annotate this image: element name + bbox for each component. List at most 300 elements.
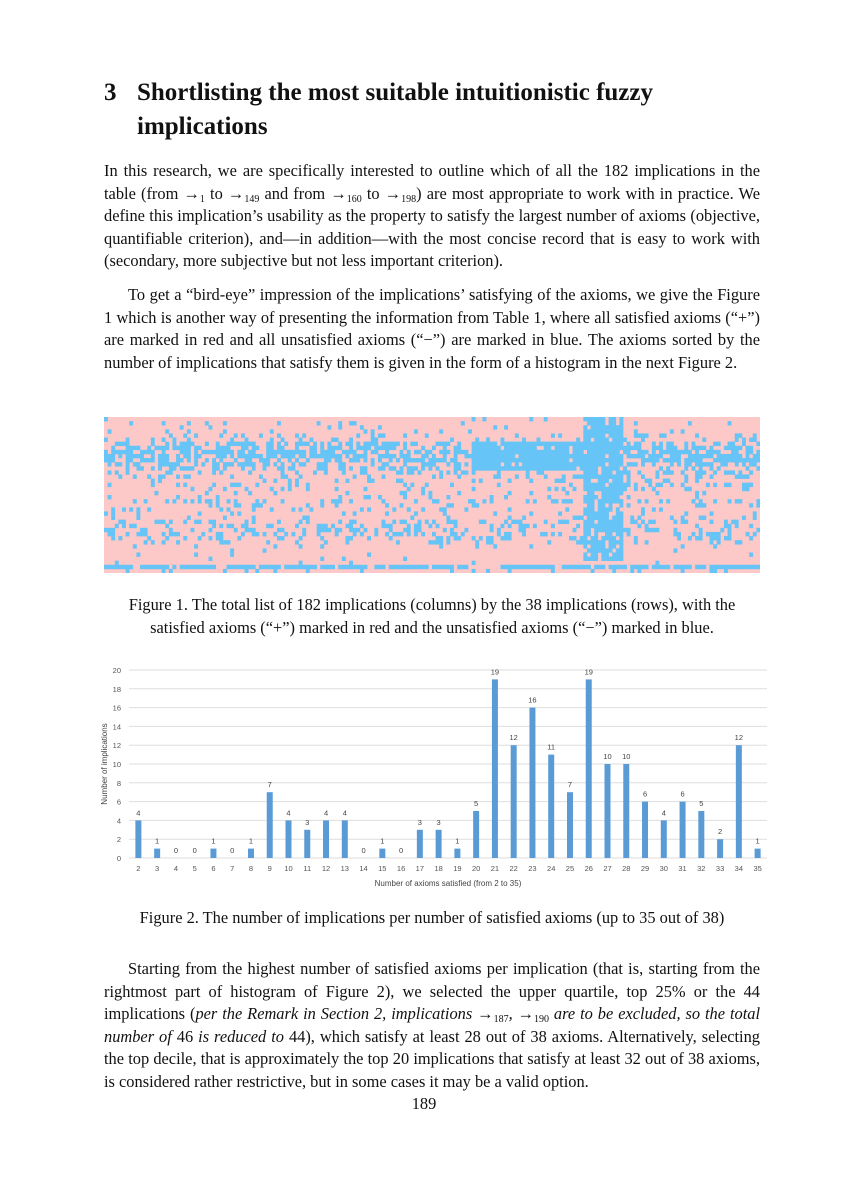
heatmap-cell-unsatisfied bbox=[194, 544, 198, 548]
heatmap-cell-unsatisfied bbox=[403, 520, 407, 524]
heatmap-cell-unsatisfied bbox=[713, 565, 717, 569]
heatmap-cell-unsatisfied bbox=[616, 458, 620, 462]
heatmap-cell-unsatisfied bbox=[659, 433, 663, 437]
heatmap-cell-unsatisfied bbox=[118, 462, 122, 466]
heatmap-cell-unsatisfied bbox=[609, 454, 613, 458]
heatmap-cell-unsatisfied bbox=[115, 450, 119, 454]
heatmap-cell-unsatisfied bbox=[421, 446, 425, 450]
heatmap-cell-unsatisfied bbox=[591, 462, 595, 466]
heatmap-cell-unsatisfied bbox=[147, 536, 151, 540]
heatmap-cell-unsatisfied bbox=[295, 450, 299, 454]
heatmap-cell-unsatisfied bbox=[443, 442, 447, 446]
heatmap-cell-unsatisfied bbox=[436, 536, 440, 540]
text-run: to → bbox=[361, 183, 402, 203]
heatmap-cell-unsatisfied bbox=[583, 429, 587, 433]
heatmap-cell-unsatisfied bbox=[320, 454, 324, 458]
heatmap-cell-unsatisfied bbox=[652, 565, 656, 569]
x-tick-label: 34 bbox=[734, 864, 744, 873]
heatmap-cell-unsatisfied bbox=[158, 474, 162, 478]
heatmap-cell-unsatisfied bbox=[746, 466, 750, 470]
heatmap-cell-unsatisfied bbox=[209, 503, 213, 507]
heatmap-cell-unsatisfied bbox=[396, 458, 400, 462]
heatmap-cell-unsatisfied bbox=[327, 425, 331, 429]
heatmap-cell-unsatisfied bbox=[601, 474, 605, 478]
heatmap-cell-unsatisfied bbox=[598, 503, 602, 507]
heatmap-cell-unsatisfied bbox=[562, 458, 566, 462]
heatmap-cell-unsatisfied bbox=[104, 565, 108, 569]
x-tick-label: 22 bbox=[509, 864, 518, 873]
heatmap-cell-unsatisfied bbox=[522, 565, 526, 569]
heatmap-cell-unsatisfied bbox=[353, 474, 357, 478]
heatmap-cell-unsatisfied bbox=[205, 421, 209, 425]
heatmap-cell-unsatisfied bbox=[738, 446, 742, 450]
text-run: ) are most appropriate to work with in practice. We define this implication’s usability as the property to satisfy the largest number of axioms (objective, quantifiable criterion), and—in addition—with the most concise record that is easy to work with (secondary, more subjective but not less important criterion). bbox=[104, 183, 760, 271]
heatmap-cell-unsatisfied bbox=[172, 446, 176, 450]
bar-value-label: 10 bbox=[603, 752, 612, 761]
heatmap-cell-unsatisfied bbox=[609, 491, 613, 495]
heatmap-cell-unsatisfied bbox=[616, 532, 620, 536]
heatmap-cell-unsatisfied bbox=[320, 446, 324, 450]
heatmap-cell-unsatisfied bbox=[583, 536, 587, 540]
heatmap-cell-unsatisfied bbox=[587, 446, 591, 450]
heatmap-cell-unsatisfied bbox=[432, 499, 436, 503]
heatmap-cell-unsatisfied bbox=[360, 524, 364, 528]
heatmap-cell-unsatisfied bbox=[619, 487, 623, 491]
heatmap-cell-unsatisfied bbox=[688, 536, 692, 540]
x-tick-label: 6 bbox=[211, 864, 216, 873]
heatmap-cell-unsatisfied bbox=[472, 561, 476, 565]
heatmap-cell-unsatisfied bbox=[728, 458, 732, 462]
heatmap-cell-unsatisfied bbox=[472, 458, 476, 462]
heatmap-cell-unsatisfied bbox=[108, 565, 112, 569]
heatmap-cell-unsatisfied bbox=[580, 466, 584, 470]
heatmap-cell-unsatisfied bbox=[136, 507, 140, 511]
heatmap-cell-unsatisfied bbox=[245, 528, 249, 532]
heatmap-cell-unsatisfied bbox=[645, 479, 649, 483]
heatmap-cell-unsatisfied bbox=[587, 532, 591, 536]
heatmap-cell-unsatisfied bbox=[479, 520, 483, 524]
heatmap-cell-unsatisfied bbox=[248, 442, 252, 446]
heatmap-cell-unsatisfied bbox=[692, 466, 696, 470]
heatmap-cell-unsatisfied bbox=[353, 450, 357, 454]
heatmap-cell-unsatisfied bbox=[609, 520, 613, 524]
heatmap-cell-unsatisfied bbox=[706, 454, 710, 458]
heatmap-cell-unsatisfied bbox=[684, 511, 688, 515]
heatmap-cell-unsatisfied bbox=[529, 454, 533, 458]
heatmap-cell-unsatisfied bbox=[259, 433, 263, 437]
heatmap-cell-unsatisfied bbox=[324, 524, 328, 528]
heatmap-cell-unsatisfied bbox=[443, 458, 447, 462]
heatmap-cell-unsatisfied bbox=[277, 421, 281, 425]
heatmap-cell-unsatisfied bbox=[623, 438, 627, 442]
heatmap-cell-unsatisfied bbox=[497, 458, 501, 462]
heatmap-cell-unsatisfied bbox=[432, 474, 436, 478]
heatmap-cell-unsatisfied bbox=[299, 442, 303, 446]
heatmap-cell-unsatisfied bbox=[162, 438, 166, 442]
y-tick-label: 0 bbox=[116, 854, 121, 863]
heatmap-cell-unsatisfied bbox=[612, 552, 616, 556]
heatmap-cell-unsatisfied bbox=[378, 425, 382, 429]
heatmap-cell-unsatisfied bbox=[183, 450, 187, 454]
heatmap-cell-unsatisfied bbox=[454, 458, 458, 462]
heatmap-cell-unsatisfied bbox=[241, 462, 245, 466]
heatmap-cell-unsatisfied bbox=[331, 446, 335, 450]
heatmap-cell-unsatisfied bbox=[439, 442, 443, 446]
heatmap-cell-unsatisfied bbox=[706, 532, 710, 536]
heatmap-cell-unsatisfied bbox=[673, 532, 677, 536]
heatmap-cell-unsatisfied bbox=[418, 565, 422, 569]
heatmap-cell-unsatisfied bbox=[360, 454, 364, 458]
heatmap-cell-unsatisfied bbox=[609, 524, 613, 528]
heatmap-cell-unsatisfied bbox=[371, 429, 375, 433]
heatmap-cell-unsatisfied bbox=[724, 524, 728, 528]
heatmap-cell-unsatisfied bbox=[605, 450, 609, 454]
heatmap-cell-unsatisfied bbox=[165, 536, 169, 540]
heatmap-cell-unsatisfied bbox=[609, 433, 613, 437]
heatmap-cell-unsatisfied bbox=[493, 442, 497, 446]
bar-value-label: 1 bbox=[755, 836, 760, 846]
heatmap-cell-unsatisfied bbox=[364, 565, 368, 569]
heatmap-cell-unsatisfied bbox=[306, 487, 310, 491]
heatmap-cell-unsatisfied bbox=[335, 458, 339, 462]
heatmap-cell-unsatisfied bbox=[284, 474, 288, 478]
heatmap-cell-unsatisfied bbox=[338, 442, 342, 446]
heatmap-cell-unsatisfied bbox=[544, 458, 548, 462]
heatmap-cell-unsatisfied bbox=[158, 454, 162, 458]
heatmap-cell-unsatisfied bbox=[742, 565, 746, 569]
heatmap-cell-unsatisfied bbox=[508, 491, 512, 495]
x-tick-label: 4 bbox=[173, 864, 178, 873]
heatmap-cell-unsatisfied bbox=[742, 474, 746, 478]
heatmap-cell-unsatisfied bbox=[619, 425, 623, 429]
heatmap-cell-unsatisfied bbox=[219, 540, 223, 544]
heatmap-cell-unsatisfied bbox=[392, 454, 396, 458]
heatmap-cell-unsatisfied bbox=[519, 565, 523, 569]
heatmap-cell-unsatisfied bbox=[144, 458, 148, 462]
heatmap-cell-unsatisfied bbox=[692, 532, 696, 536]
heatmap-cell-unsatisfied bbox=[270, 507, 274, 511]
heatmap-cell-unsatisfied bbox=[605, 470, 609, 474]
heatmap-cell-unsatisfied bbox=[699, 474, 703, 478]
heatmap-cell-unsatisfied bbox=[670, 516, 674, 520]
heatmap-cell-unsatisfied bbox=[439, 544, 443, 548]
paragraph-selection bbox=[104, 958, 760, 1094]
histogram-bar bbox=[717, 839, 723, 858]
heatmap-cell-unsatisfied bbox=[699, 470, 703, 474]
heatmap-cell-unsatisfied bbox=[486, 450, 490, 454]
heatmap-cell-unsatisfied bbox=[616, 557, 620, 561]
heatmap-cell-unsatisfied bbox=[284, 565, 288, 569]
heatmap-cell-unsatisfied bbox=[648, 454, 652, 458]
heatmap-cell-unsatisfied bbox=[526, 462, 530, 466]
x-tick-label: 16 bbox=[396, 864, 406, 873]
heatmap-cell-unsatisfied bbox=[108, 458, 112, 462]
subscript: 160 bbox=[346, 193, 362, 205]
heatmap-cell-unsatisfied bbox=[508, 524, 512, 528]
heatmap-cell-unsatisfied bbox=[735, 462, 739, 466]
heatmap-cell-unsatisfied bbox=[544, 417, 548, 421]
paragraph-intro bbox=[104, 160, 760, 273]
heatmap-cell-unsatisfied bbox=[259, 454, 263, 458]
heatmap-cell-unsatisfied bbox=[544, 474, 548, 478]
heatmap-cell-unsatisfied bbox=[713, 532, 717, 536]
heatmap-cell-unsatisfied bbox=[277, 536, 281, 540]
heatmap-cell-unsatisfied bbox=[414, 511, 418, 515]
heatmap-cell-unsatisfied bbox=[295, 458, 299, 462]
heatmap-cell-unsatisfied bbox=[511, 466, 515, 470]
heatmap-cell-unsatisfied bbox=[198, 499, 202, 503]
heatmap-cell-unsatisfied bbox=[742, 442, 746, 446]
heatmap-cell-unsatisfied bbox=[598, 516, 602, 520]
heatmap-cell-unsatisfied bbox=[612, 446, 616, 450]
heatmap-cell-unsatisfied bbox=[183, 499, 187, 503]
heatmap-cell-unsatisfied bbox=[374, 528, 378, 532]
heatmap-cell-unsatisfied bbox=[198, 520, 202, 524]
heatmap-cell-unsatisfied bbox=[655, 561, 659, 565]
heatmap-cell-unsatisfied bbox=[248, 454, 252, 458]
heatmap-cell-unsatisfied bbox=[519, 458, 523, 462]
heatmap-cell-unsatisfied bbox=[724, 569, 728, 573]
heatmap-cell-unsatisfied bbox=[234, 442, 238, 446]
heatmap-cell-unsatisfied bbox=[421, 532, 425, 536]
heatmap-cell-unsatisfied bbox=[468, 499, 472, 503]
heatmap-cell-unsatisfied bbox=[684, 474, 688, 478]
heatmap-cell-unsatisfied bbox=[587, 454, 591, 458]
heatmap-cell-unsatisfied bbox=[180, 425, 184, 429]
heatmap-cell-unsatisfied bbox=[576, 446, 580, 450]
heatmap-cell-unsatisfied bbox=[753, 511, 757, 515]
heatmap-cell-unsatisfied bbox=[533, 462, 537, 466]
heatmap-cell-unsatisfied bbox=[327, 565, 331, 569]
heatmap-cell-unsatisfied bbox=[367, 442, 371, 446]
heatmap-cell-unsatisfied bbox=[695, 536, 699, 540]
heatmap-cell-unsatisfied bbox=[439, 450, 443, 454]
heatmap-cell-unsatisfied bbox=[461, 470, 465, 474]
heatmap-cell-unsatisfied bbox=[270, 442, 274, 446]
heatmap-cell-unsatisfied bbox=[270, 446, 274, 450]
heatmap-cell-unsatisfied bbox=[605, 552, 609, 556]
heatmap-cell-unsatisfied bbox=[630, 446, 634, 450]
heatmap-cell-unsatisfied bbox=[407, 458, 411, 462]
heatmap-cell-unsatisfied bbox=[227, 499, 231, 503]
heatmap-cell-unsatisfied bbox=[713, 442, 717, 446]
heatmap-cell-unsatisfied bbox=[702, 438, 706, 442]
heatmap-cell-unsatisfied bbox=[594, 417, 598, 421]
heatmap-cell-unsatisfied bbox=[482, 454, 486, 458]
heatmap-cell-unsatisfied bbox=[508, 458, 512, 462]
heatmap-cell-unsatisfied bbox=[165, 565, 169, 569]
heatmap-cell-unsatisfied bbox=[389, 565, 393, 569]
heatmap-cell-unsatisfied bbox=[742, 462, 746, 466]
heatmap-cell-unsatisfied bbox=[565, 565, 569, 569]
heatmap-cell-unsatisfied bbox=[201, 532, 205, 536]
heatmap-cell-unsatisfied bbox=[731, 450, 735, 454]
heatmap-cell-unsatisfied bbox=[648, 528, 652, 532]
heatmap-cell-unsatisfied bbox=[219, 470, 223, 474]
heatmap-cell-unsatisfied bbox=[500, 565, 504, 569]
heatmap-cell-unsatisfied bbox=[443, 511, 447, 515]
heatmap-cell-unsatisfied bbox=[302, 450, 306, 454]
heatmap-cell-unsatisfied bbox=[692, 442, 696, 446]
heatmap-cell-unsatisfied bbox=[158, 466, 162, 470]
heatmap-cell-unsatisfied bbox=[183, 442, 187, 446]
heatmap-cell-unsatisfied bbox=[302, 528, 306, 532]
heatmap-cell-unsatisfied bbox=[454, 520, 458, 524]
histogram-bar bbox=[529, 708, 535, 858]
heatmap-cell-unsatisfied bbox=[392, 565, 396, 569]
heatmap-cell-unsatisfied bbox=[324, 462, 328, 466]
heatmap-cell-unsatisfied bbox=[562, 454, 566, 458]
heatmap-cell-unsatisfied bbox=[472, 536, 476, 540]
heatmap-cell-unsatisfied bbox=[129, 421, 133, 425]
heatmap-cell-unsatisfied bbox=[655, 483, 659, 487]
heatmap-cell-unsatisfied bbox=[634, 487, 638, 491]
heatmap-cell-unsatisfied bbox=[165, 524, 169, 528]
heatmap-cell-unsatisfied bbox=[616, 450, 620, 454]
heatmap-cell-unsatisfied bbox=[601, 557, 605, 561]
heatmap-cell-unsatisfied bbox=[612, 433, 616, 437]
heatmap-cell-unsatisfied bbox=[677, 536, 681, 540]
heatmap-cell-unsatisfied bbox=[234, 483, 238, 487]
heatmap-cell-unsatisfied bbox=[616, 552, 620, 556]
heatmap-cell-unsatisfied bbox=[677, 565, 681, 569]
heatmap-cell-unsatisfied bbox=[147, 507, 151, 511]
heatmap-cell-unsatisfied bbox=[605, 446, 609, 450]
heatmap-cell-unsatisfied bbox=[414, 442, 418, 446]
heatmap-cell-unsatisfied bbox=[151, 466, 155, 470]
heatmap-cell-unsatisfied bbox=[612, 429, 616, 433]
heatmap-cell-unsatisfied bbox=[212, 524, 216, 528]
heatmap-cell-unsatisfied bbox=[583, 466, 587, 470]
heatmap-cell-unsatisfied bbox=[634, 454, 638, 458]
y-tick-label: 8 bbox=[116, 778, 121, 788]
heatmap-cell-unsatisfied bbox=[508, 516, 512, 520]
heatmap-cell-unsatisfied bbox=[389, 442, 393, 446]
heatmap-cell-unsatisfied bbox=[252, 516, 256, 520]
heatmap-cell-unsatisfied bbox=[497, 470, 501, 474]
heatmap-cell-unsatisfied bbox=[756, 450, 760, 454]
heatmap-cell-unsatisfied bbox=[547, 462, 551, 466]
heatmap-cell-unsatisfied bbox=[338, 458, 342, 462]
heatmap-cell-unsatisfied bbox=[540, 442, 544, 446]
heatmap-cell-unsatisfied bbox=[227, 462, 231, 466]
heatmap-cell-unsatisfied bbox=[500, 454, 504, 458]
x-tick-label: 3 bbox=[155, 864, 160, 873]
heatmap-cell-unsatisfied bbox=[490, 536, 494, 540]
heatmap-cell-unsatisfied bbox=[454, 524, 458, 528]
heatmap-cell-unsatisfied bbox=[598, 458, 602, 462]
x-tick-label: 33 bbox=[715, 864, 725, 873]
heatmap-cell-unsatisfied bbox=[601, 520, 605, 524]
heatmap-cell-unsatisfied bbox=[374, 565, 378, 569]
heatmap-cell-unsatisfied bbox=[493, 458, 497, 462]
x-tick-label: 5 bbox=[192, 864, 197, 873]
heatmap-cell-unsatisfied bbox=[756, 503, 760, 507]
heatmap-cell-unsatisfied bbox=[165, 470, 169, 474]
heatmap-cell-unsatisfied bbox=[396, 479, 400, 483]
heatmap-cell-unsatisfied bbox=[108, 470, 112, 474]
heatmap-cell-unsatisfied bbox=[605, 532, 609, 536]
heatmap-cell-unsatisfied bbox=[710, 454, 714, 458]
heatmap-cell-unsatisfied bbox=[147, 450, 151, 454]
heatmap-cell-unsatisfied bbox=[576, 474, 580, 478]
heatmap-cell-unsatisfied bbox=[526, 450, 530, 454]
heatmap-cell-unsatisfied bbox=[349, 466, 353, 470]
heatmap-cell-unsatisfied bbox=[252, 446, 256, 450]
heatmap-cell-unsatisfied bbox=[382, 474, 386, 478]
heatmap-cell-unsatisfied bbox=[511, 454, 515, 458]
heatmap-cell-unsatisfied bbox=[583, 511, 587, 515]
heatmap-cell-unsatisfied bbox=[219, 524, 223, 528]
heatmap-cell-unsatisfied bbox=[555, 454, 559, 458]
heatmap-cell-unsatisfied bbox=[612, 442, 616, 446]
heatmap-cell-unsatisfied bbox=[252, 565, 256, 569]
heatmap-cell-unsatisfied bbox=[457, 450, 461, 454]
heatmap-cell-unsatisfied bbox=[198, 536, 202, 540]
heatmap-cell-unsatisfied bbox=[180, 446, 184, 450]
heatmap-cell-unsatisfied bbox=[176, 483, 180, 487]
heatmap-cell-unsatisfied bbox=[576, 516, 580, 520]
heatmap-cell-unsatisfied bbox=[562, 442, 566, 446]
heatmap-cell-unsatisfied bbox=[270, 454, 274, 458]
heatmap-cell-unsatisfied bbox=[162, 462, 166, 466]
heatmap-cell-unsatisfied bbox=[756, 458, 760, 462]
heatmap-cell-unsatisfied bbox=[526, 442, 530, 446]
heatmap-cell-unsatisfied bbox=[320, 450, 324, 454]
heatmap-cell-unsatisfied bbox=[601, 446, 605, 450]
heatmap-cell-unsatisfied bbox=[681, 520, 685, 524]
heatmap-cell-unsatisfied bbox=[209, 565, 213, 569]
heatmap-cell-unsatisfied bbox=[713, 470, 717, 474]
heatmap-cell-unsatisfied bbox=[209, 487, 213, 491]
heatmap-cell-unsatisfied bbox=[612, 479, 616, 483]
heatmap-cell-unsatisfied bbox=[583, 487, 587, 491]
heatmap-cell-unsatisfied bbox=[327, 446, 331, 450]
heatmap-cell-unsatisfied bbox=[263, 548, 267, 552]
heatmap-cell-unsatisfied bbox=[335, 532, 339, 536]
heatmap-cell-unsatisfied bbox=[583, 417, 587, 421]
histogram-bar bbox=[755, 849, 761, 858]
heatmap-cell-unsatisfied bbox=[609, 503, 613, 507]
heatmap-cell-unsatisfied bbox=[710, 536, 714, 540]
heatmap-cell-unsatisfied bbox=[591, 495, 595, 499]
heatmap-cell-unsatisfied bbox=[104, 458, 108, 462]
heatmap-cell-unsatisfied bbox=[400, 479, 404, 483]
heatmap-cell-unsatisfied bbox=[601, 528, 605, 532]
heatmap-cell-unsatisfied bbox=[547, 565, 551, 569]
heatmap-cell-unsatisfied bbox=[479, 466, 483, 470]
heatmap-cell-unsatisfied bbox=[349, 442, 353, 446]
heatmap-cell-unsatisfied bbox=[710, 540, 714, 544]
heatmap-cell-unsatisfied bbox=[616, 446, 620, 450]
heatmap-cell-unsatisfied bbox=[544, 532, 548, 536]
heatmap-cell-unsatisfied bbox=[659, 450, 663, 454]
heatmap-cell-unsatisfied bbox=[710, 569, 714, 573]
heatmap-cell-unsatisfied bbox=[450, 458, 454, 462]
heatmap-cell-unsatisfied bbox=[335, 454, 339, 458]
figure1-heatmap bbox=[104, 417, 760, 573]
heatmap-cell-unsatisfied bbox=[472, 462, 476, 466]
heatmap-cell-unsatisfied bbox=[573, 536, 577, 540]
heatmap-cell-unsatisfied bbox=[558, 442, 562, 446]
heatmap-cell-unsatisfied bbox=[591, 446, 595, 450]
heatmap-cell-unsatisfied bbox=[641, 474, 645, 478]
heatmap-cell-unsatisfied bbox=[345, 536, 349, 540]
heatmap-cell-unsatisfied bbox=[699, 528, 703, 532]
heatmap-cell-unsatisfied bbox=[273, 544, 277, 548]
heatmap-cell-unsatisfied bbox=[753, 565, 757, 569]
heatmap-cell-unsatisfied bbox=[450, 503, 454, 507]
